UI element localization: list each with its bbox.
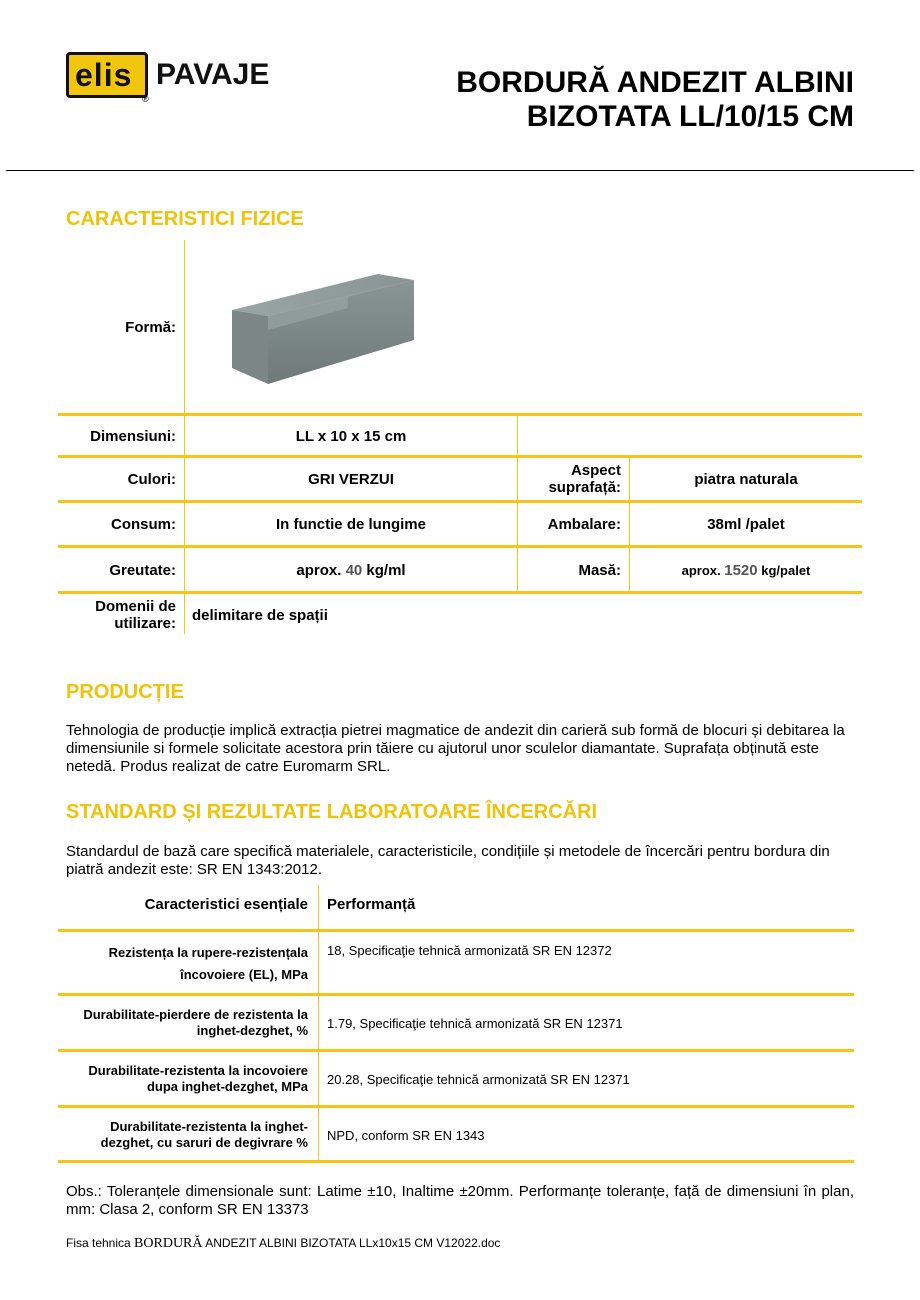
table-rule (58, 545, 862, 548)
table-row-label (60, 1119, 308, 1151)
dimensiuni-label: Dimensiuni: (90, 428, 176, 445)
masa-unit: kg/palet (761, 563, 811, 578)
greutate-number: 40 (345, 562, 363, 579)
table-row-value: 20.28, Specificaţie tehnică armonizată SR EN 12371 (327, 1072, 630, 1087)
header-divider (6, 170, 914, 171)
row-label-line-1: Rezistența la rupere-rezistențala (108, 945, 308, 960)
logo-mark (66, 52, 148, 98)
footer-filename: ANDEZIT ALBINI BIZOTATA LLx10x15 CM V12022.doc (205, 1236, 501, 1250)
greutate-unit: kg/ml (366, 562, 406, 579)
greutate-label: Greutate: (109, 562, 176, 579)
productie-text: Tehnologia de producție implică extracția pietrei magmatice de andezit din carieră sub formă de blocuri și debitarea la dimensiunile si formele solicitate acestora prin tăiere cu ajutorul unor sculelor diamantate. Suprafața obținută este netedă. Produs realizat de catre Euromarm SRL. (66, 722, 845, 775)
document-title (294, 66, 854, 134)
row-label-line-2: inghet-dezghet, % (196, 1023, 308, 1038)
table-rule (58, 413, 862, 416)
aspect-value: piatra naturala (694, 471, 798, 488)
consum-value: In functie de lungime (275, 516, 426, 533)
greutate-prefix: aprox. (296, 562, 342, 579)
row-label-line-2: încovoiere (EL), MPa (180, 967, 308, 982)
domenii-label (60, 598, 176, 632)
column-divider (629, 458, 630, 591)
row-label-line-2: dupa inghet-dezghet, MPa (146, 1079, 308, 1094)
standard-intro: Standardul de bază care specifică materialele, caracteristicile, condițiile și metodele de încercări pentru bordura din piatră andezit este: SR EN 1343:2012. (66, 843, 830, 878)
section-title-productie: PRODUCȚIE (66, 681, 184, 703)
table-row-value: NPD, conform SR EN 1343 (327, 1128, 485, 1143)
table-rule (58, 455, 862, 458)
table-rule (58, 1105, 854, 1108)
masa-label: Masă: (578, 562, 621, 579)
aspect-label: Aspect suprafață: (548, 462, 621, 496)
table-rule (58, 1049, 854, 1052)
table-rule (58, 929, 854, 932)
table-rule (58, 591, 862, 594)
masa-number: 1520 (724, 562, 758, 579)
form-divider (184, 240, 185, 414)
masa-value (631, 562, 861, 579)
title-line-1: BORDURĂ ANDEZIT ALBINI (456, 66, 854, 99)
ambalare-label: Ambalare: (547, 516, 621, 533)
table-rule (58, 500, 862, 503)
row-label-line-2: dezghet, cu saruri de degivrare % (100, 1135, 308, 1150)
logo-mark-text: elis (75, 57, 133, 93)
masa-prefix: aprox. (681, 563, 721, 578)
table-row-value: 18, Specificaţie tehnică armonizată SR EN 12372 (327, 943, 612, 958)
logo-text: PAVAJE (156, 58, 270, 91)
column-divider (517, 416, 518, 591)
col-header-performanta: Performanță (327, 896, 416, 913)
product-image (228, 268, 418, 386)
consum-label: Consum: (111, 516, 176, 533)
table-row-label (60, 1063, 308, 1095)
forma-label: Formă: (125, 319, 176, 336)
row-label-line-1: Durabilitate-rezistenta la incovoiere (88, 1063, 308, 1078)
table-rule (58, 1160, 854, 1163)
table-rule (58, 993, 854, 996)
footer-title-part: BORDURĂ (134, 1236, 203, 1251)
domenii-value: delimitare de spații (192, 607, 328, 624)
column-divider (318, 885, 319, 1160)
section-title-physical: CARACTERISTICI FIZICE (66, 208, 304, 230)
table-row-value: 1.79, Specificaţie tehnică armonizată SR EN 12371 (327, 1016, 623, 1031)
footer-prefix: Fisa tehnica (66, 1236, 131, 1250)
section-title-standard: STANDARD ȘI REZULTATE LABORATOARE ÎNCERCĂRI (66, 801, 598, 823)
domenii-label-line-1: Domenii de (95, 598, 176, 615)
culori-value: GRI VERZUI (308, 471, 394, 488)
tolerances-note: Obs.: Toleranțele dimensionale sunt: Latime ±10, Inaltime ±20mm. Performanțe toleranțe, față de dimensiuni în plan, mm: Clasa 2, conform SR EN 13373 (66, 1183, 854, 1218)
row-label-line-1: Durabilitate-rezistenta la inghet- (110, 1119, 308, 1134)
ambalare-value: 38ml /palet (707, 516, 785, 533)
row-label-line-1: Durabilitate-pierdere de rezistenta la (83, 1007, 308, 1022)
table-row-label (60, 942, 308, 986)
company-logo (66, 48, 296, 108)
domenii-label-line-2: utilizare: (114, 615, 176, 632)
column-divider (184, 416, 185, 634)
title-line-2: BIZOTATA LL/10/15 CM (526, 100, 854, 133)
culori-label: Culori: (127, 471, 176, 488)
dimensiuni-value: LL x 10 x 15 cm (295, 428, 407, 445)
table-row-label (60, 1007, 308, 1039)
col-header-caracteristici: Caracteristici esențiale (144, 896, 308, 913)
footer (66, 1236, 500, 1252)
greutate-value (186, 562, 516, 579)
logo-registered: ® (142, 94, 149, 104)
